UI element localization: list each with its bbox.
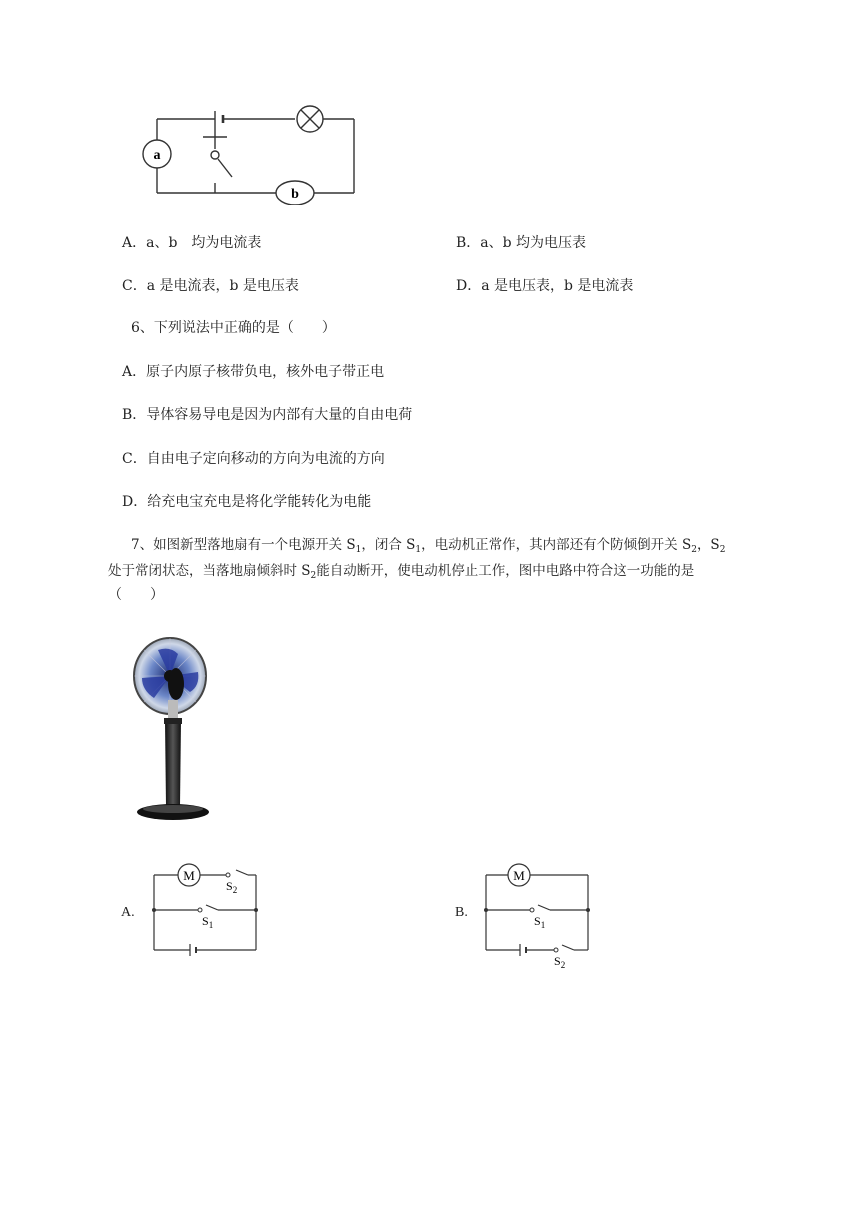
svg-text:b: b bbox=[291, 187, 299, 202]
svg-text:M: M bbox=[183, 868, 195, 883]
subscript: 1 bbox=[415, 545, 422, 555]
q5-option-b: B．a、b 均为电压表 bbox=[456, 235, 587, 251]
floor-fan-image bbox=[128, 636, 218, 828]
q5-option-a: A．a、b 均为电流表 bbox=[122, 235, 262, 251]
q7-text: 处于常闭状态，当落地扇倾斜时 S bbox=[108, 563, 311, 579]
switch-s1-label: $S_1$ bbox=[534, 914, 546, 930]
q7-stem-line3: （ ） bbox=[108, 587, 164, 603]
meter-a bbox=[143, 140, 171, 168]
subscript: 2 bbox=[691, 545, 697, 555]
subscript: 1 bbox=[355, 545, 362, 555]
switch-s2-label: $S_2$ bbox=[554, 954, 566, 970]
q6-stem: 6、下列说法中正确的是（ ） bbox=[131, 320, 336, 336]
q7-option-a-label: A. bbox=[121, 905, 135, 920]
q7-text: ，闭合 S bbox=[361, 537, 416, 553]
q6-option-a: A．原子内原子核带负电，核外电子带正电 bbox=[122, 364, 385, 380]
svg-text:M: M bbox=[513, 868, 525, 883]
meter-b bbox=[276, 181, 314, 205]
q7-stem-line2 bbox=[108, 561, 694, 586]
q7-option-b-label: B. bbox=[455, 905, 468, 920]
circuit-diagram-q5 bbox=[135, 105, 365, 205]
q6-option-d: D．给充电宝充电是将化学能转化为电能 bbox=[122, 494, 372, 510]
q7-text: 7、如图新型落地扇有一个电源开关 S bbox=[131, 537, 356, 553]
svg-text:a: a bbox=[153, 148, 161, 163]
subscript: 2 bbox=[719, 545, 726, 555]
q7-text: ，S bbox=[696, 537, 720, 553]
subscript: 2 bbox=[310, 571, 317, 581]
q6-option-b: B．导体容易导电是因为内部有大量的自由电荷 bbox=[122, 407, 413, 423]
q7-stem-line1 bbox=[131, 535, 725, 560]
q5-option-d: D．a 是电压表，b 是电流表 bbox=[456, 278, 634, 294]
q7-circuit-a bbox=[148, 858, 263, 958]
q5-option-c: C．a 是电流表，b 是电压表 bbox=[122, 278, 299, 294]
switch-s1-label: $S_1$ bbox=[202, 914, 214, 930]
switch-s2-label: $S_2$ bbox=[226, 879, 238, 895]
q7-text: ，电动机正常作，其内部还有个防倾倒开关 S bbox=[421, 537, 692, 553]
q7-circuit-b bbox=[480, 858, 595, 973]
q6-option-c: C．自由电子定向移动的方向为电流的方向 bbox=[122, 451, 385, 467]
q7-text: 能自动断开，使电动机停止工作，图中电路中符合这一功能的是 bbox=[316, 563, 695, 579]
